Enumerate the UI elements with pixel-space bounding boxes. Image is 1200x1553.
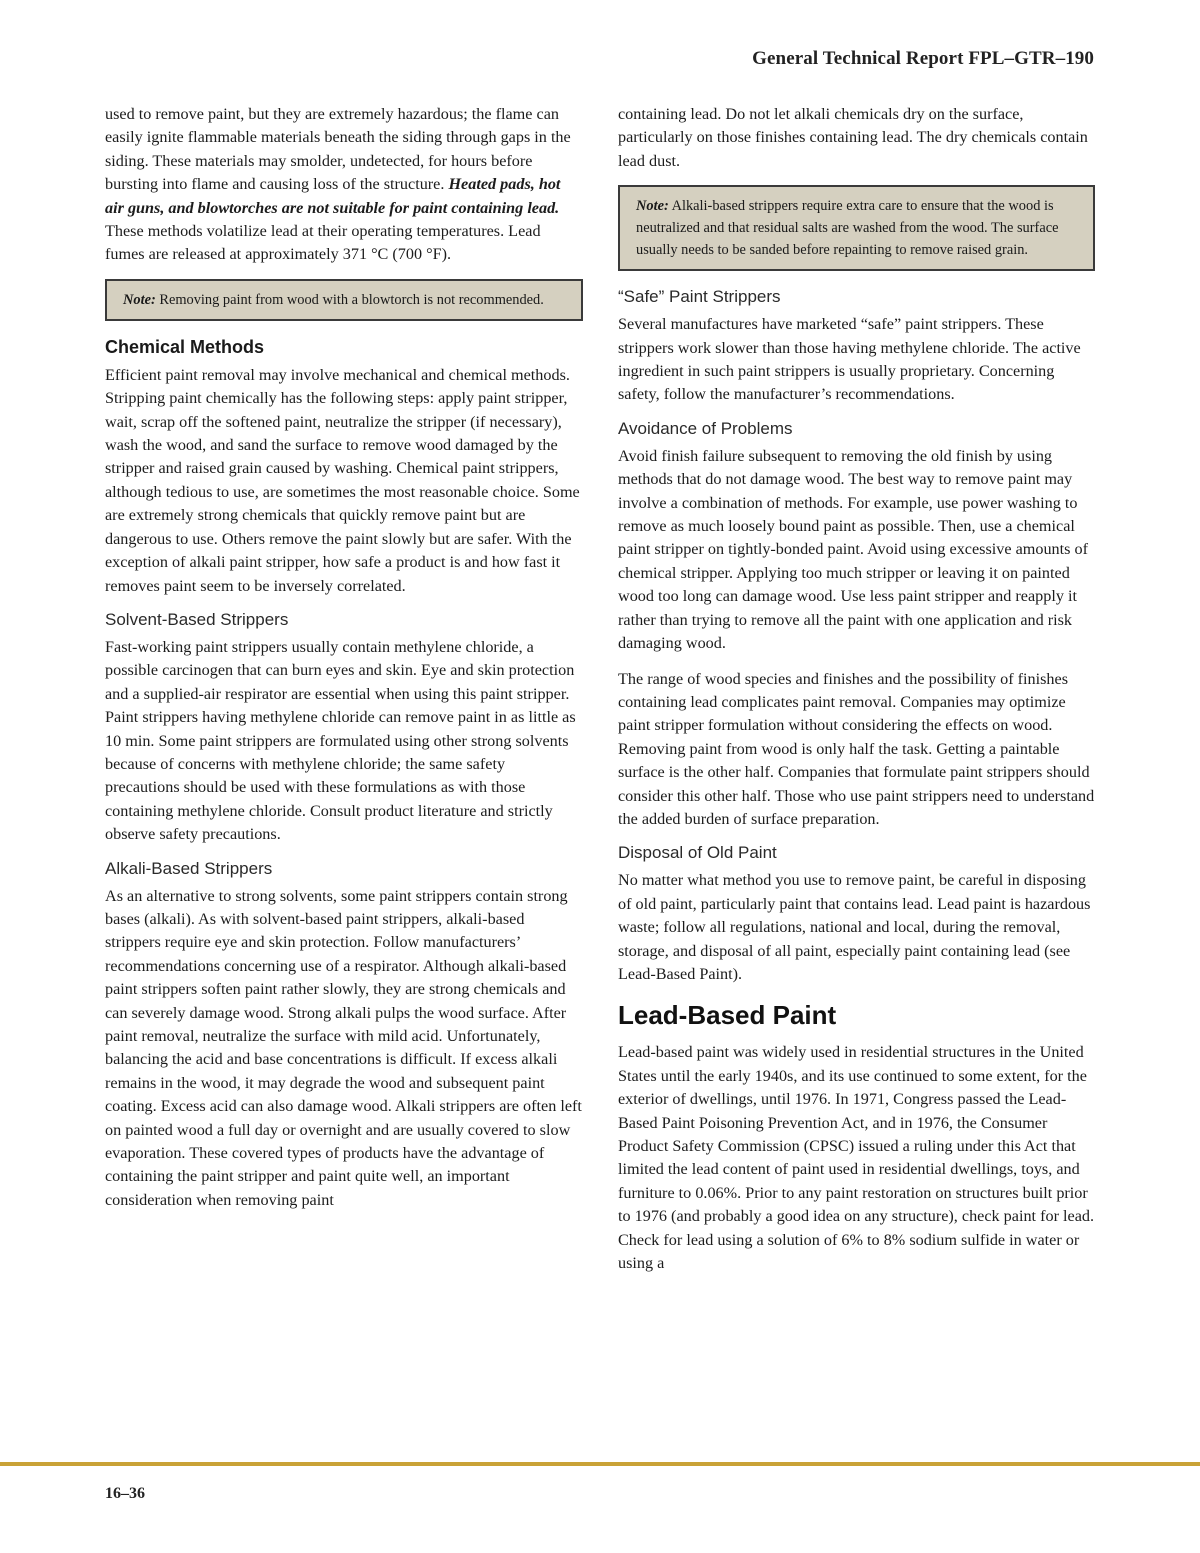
heading-alkali-strippers: Alkali-Based Strippers xyxy=(105,858,273,878)
note-alkali xyxy=(618,185,1095,271)
text-heat-intro: used to remove paint, but they are extremely hazardous; the flame can easily ignite flammable materials beneath the siding through gaps in the siding. These materials may smolder, undetected, for hours before bursting into flame and causing loss of the structure. xyxy=(105,105,571,194)
heading-safe-strippers: “Safe” Paint Strippers xyxy=(618,287,781,307)
heading-solvent-strippers: Solvent-Based Strippers xyxy=(105,609,289,629)
note-label: Note: xyxy=(636,198,669,215)
text-heat-tail: These methods volatilize lead at their operating temperatures. Lead fumes are released at approximately 371 °C (700 °F). xyxy=(105,222,541,264)
paragraph-safe-strippers: Several manufactures have marketed “safe” paint strippers. These strippers work slower than those having methylene chloride. The active ingredient in such paint strippers is usually proprietary. Concerning safety, follow the manufacturer’s recommendations. xyxy=(618,315,1081,404)
footer-rule xyxy=(0,1462,1200,1466)
note-text: Alkali-based strippers require extra care to ensure that the wood is neutralized and that residual salts are washed from the wood. The surface usually needs to be sanded before repainting to remove raised grain. xyxy=(636,198,1059,259)
paragraph-disposal: No matter what method you use to remove paint, be careful in disposing of old paint, particularly paint that contains lead. Lead paint is hazardous waste; follow all regulations, national and local, during the removal, storage, and disposal of all paint, especially paint containing lead (see Lead-Based Paint). xyxy=(618,871,1091,983)
note-text: Removing paint from wood with a blowtorch is not recommended. xyxy=(155,291,544,308)
paragraph-heat-methods xyxy=(105,103,583,267)
paragraph-chemical-methods: Efficient paint removal may involve mechanical and chemical methods. Stripping paint chemically has the following steps: apply paint stripper, wait, scrap off the softened paint, neutralize the stripper (if necessary), wash the wood, and sand the surface to remove wood damaged by the stripper and raised grain caused by washing. Chemical paint strippers, although tedious to use, are sometimes the most reasonable choice. Some are extremely strong chemicals that quickly remove paint but are dangerous to use. Others remove the paint slowly but are safer. With the exception of alkali paint stripper, how safe a product is and how fast it removes paint seem to be inversely correlated. xyxy=(105,365,580,595)
note-blowtorch xyxy=(105,279,583,321)
right-column xyxy=(618,103,1095,1287)
paragraph-alkali-continued: containing lead. Do not let alkali chemicals dry on the surface, particularly on those finishes containing lead. The dry chemicals contain lead dust. xyxy=(618,105,1088,170)
paragraph-avoidance-1: Avoid finish failure subsequent to removing the old finish by using methods that do not damage wood. The best way to remove paint may involve a combination of methods. For example, use power washing to remove as much loosely bound paint as possible. Then, use a chemical paint stripper on tightly-bonded paint. Avoid using excessive amounts of chemical stripper. Applying too much stripper or leaving it on painted wood too long can damage wood. Use less paint stripper and reapply it rather than trying to remove all the paint with one application and risk damaging wood. xyxy=(618,446,1088,653)
heading-lead-based-paint: Lead-Based Paint xyxy=(618,1000,837,1031)
text-heat-warning: Heated pads, hot air guns, and blowtorches are not suitable for paint containing lead. xyxy=(105,175,561,217)
running-header: General Technical Report FPL–GTR–190 xyxy=(752,48,1094,69)
heading-disposal: Disposal of Old Paint xyxy=(618,843,777,863)
paragraph-lead-based-paint: Lead-based paint was widely used in residential structures in the United States until the early 1940s, and its use continued to some extent, for the exterior of dwellings, until 1976. In 1971, Congress passed the Lead-Based Paint Poisoning Prevention Act, and in 1976, the Consumer Product Safety Commission (CPSC) issued a ruling under this Act that limited the lead content of paint used in residential dwellings, toys, and furniture to 0.06%. Prior to any paint restoration on structures built prior to 1976 (and probably a good idea on any structure), check paint for lead. Check for lead using a solution of 6% to 8% sodium sulfide in water or using a xyxy=(618,1043,1095,1273)
page-number: 16–36 xyxy=(105,1485,145,1502)
paragraph-avoidance-2: The range of wood species and finishes and the possibility of finishes containing lead complicates paint removal. Companies may optimize paint stripper formulation without considering the effects on wood. Removing paint from wood is only half the task. Getting a paintable surface is the other half. Companies that formulate paint strippers should consider this other half. Those who use paint strippers need to understand the added burden of surface preparation. xyxy=(618,669,1095,828)
heading-chemical-methods: Chemical Methods xyxy=(105,336,265,357)
paragraph-alkali-strippers: As an alternative to strong solvents, some paint strippers contain strong bases (alkali). As with solvent-based paint strippers, alkali-based strippers require eye and skin protection. Follow manufacturers’ recommendations concerning use of a respirator. Although alkali-based paint strippers soften paint rather slowly, they are strong chemicals and can severely damage wood. Strong alkali pulps the wood surface. After paint removal, neutralize the surface with mild acid. Unfortunately, balancing the acid and base concentrations is difficult. If excess alkali remains in the wood, it may degrade the wood and subsequent paint coating. Excess acid can also damage wood. Alkali strippers are often left on painted wood a full day or overnight and are usually covered to slow evaporation. These covered types of products have the advantage of containing the paint stripper and paint quite well, an important consideration when removing paint xyxy=(105,886,582,1209)
left-column xyxy=(105,103,583,1224)
note-label: Note: xyxy=(123,291,156,308)
paragraph-solvent-strippers: Fast-working paint strippers usually contain methylene chloride, a possible carcinogen that can burn eyes and skin. Eye and skin protection and a supplied-air respirator are essential when using this paint stripper. Paint strippers having methylene chloride can remove paint in as little as 10 min. Some paint strippers are formulated using other strong solvents because of concerns with methylene chloride; the same safety precautions should be used with these formulations as with those containing methylene chloride. Consult product literature and strictly observe safety precautions. xyxy=(105,637,576,844)
heading-avoidance: Avoidance of Problems xyxy=(618,418,793,438)
